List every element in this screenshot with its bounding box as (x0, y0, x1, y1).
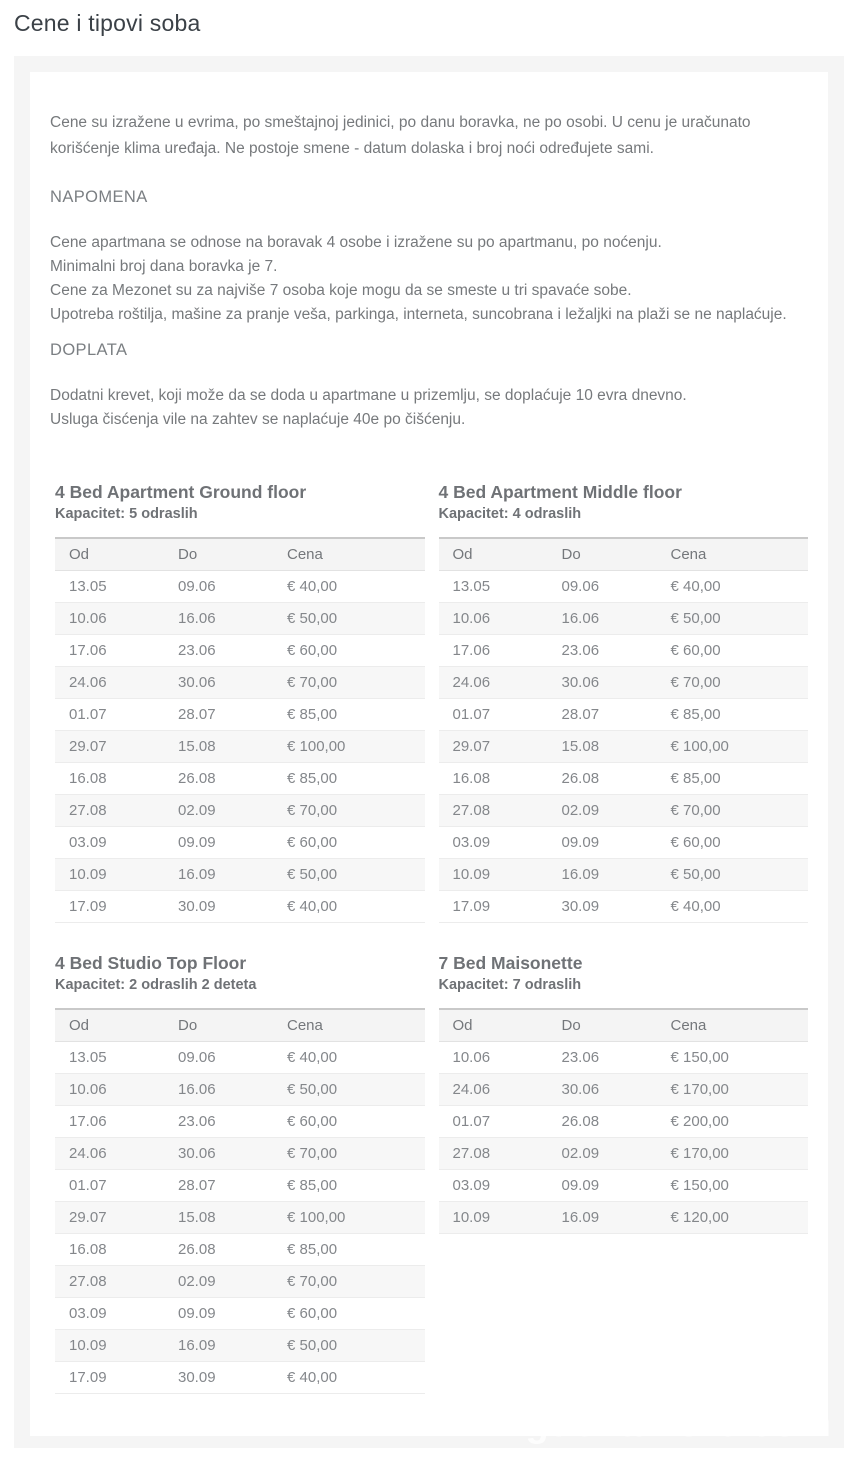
table-cell: € 60,00 (657, 827, 809, 859)
table-cell: 01.07 (439, 699, 548, 731)
table-row (439, 827, 809, 859)
table-cell: 30.06 (164, 1138, 273, 1170)
table-header-row (55, 1009, 425, 1042)
table-cell: € 60,00 (273, 827, 425, 859)
table-cell: 16.09 (548, 859, 657, 891)
table-cell: 17.09 (439, 891, 548, 923)
table-cell: 30.09 (548, 891, 657, 923)
table-cell: 24.06 (55, 667, 164, 699)
table-cell: 10.09 (439, 859, 548, 891)
table-cell: 01.07 (55, 1170, 164, 1202)
table-cell: € 100,00 (273, 1202, 425, 1234)
table-cell: € 40,00 (273, 1042, 425, 1074)
napomena-line: Upotreba roštilja, mašine za pranje veša, parkinga, interneta, suncobrana i ležaljki na plaži se ne naplaćuje. (50, 306, 787, 323)
table-cell: 30.06 (548, 1074, 657, 1106)
table-cell: 30.09 (164, 891, 273, 923)
table-cell: 16.08 (55, 1234, 164, 1266)
table-row (439, 571, 809, 603)
table-cell: € 120,00 (657, 1202, 809, 1234)
column-header-od: Od (69, 546, 90, 563)
price-table (55, 537, 425, 923)
room-section-maisonette (439, 953, 809, 1234)
table-cell: 30.06 (548, 667, 657, 699)
room-capacity: Kapacitet: 2 odraslih 2 deteta (55, 977, 257, 993)
column-header-do: Do (178, 1017, 198, 1034)
table-cell: € 100,00 (657, 731, 809, 763)
table-cell: 15.08 (164, 1202, 273, 1234)
table-cell: 02.09 (164, 1266, 273, 1298)
table-cell: 03.09 (439, 827, 548, 859)
table-cell: € 60,00 (273, 1298, 425, 1330)
table-row (439, 859, 809, 891)
table-cell: 17.09 (55, 891, 164, 923)
table-cell: € 70,00 (273, 1266, 425, 1298)
table-row (439, 1042, 809, 1074)
room-title: 4 Bed Studio Top Floor (55, 953, 247, 973)
table-row (55, 603, 425, 635)
room-section-studio-top-floor (55, 953, 425, 1394)
table-cell: 10.09 (55, 859, 164, 891)
column-header-do: Do (561, 1017, 581, 1034)
table-row (439, 731, 809, 763)
table-cell: € 60,00 (657, 635, 809, 667)
table-row (439, 1202, 809, 1234)
page-title: Cene i tipovi soba (14, 10, 201, 36)
table-row (55, 1266, 425, 1298)
table-cell: € 50,00 (273, 1074, 425, 1106)
table-cell: 17.09 (55, 1362, 164, 1394)
table-cell: 13.05 (55, 571, 164, 603)
table-cell: 28.07 (548, 699, 657, 731)
table-header-row (55, 538, 425, 571)
table-cell: 24.06 (55, 1138, 164, 1170)
table-cell: € 170,00 (657, 1138, 809, 1170)
table-row (55, 1138, 425, 1170)
table-cell: 24.06 (439, 1074, 548, 1106)
table-cell: 29.07 (439, 731, 548, 763)
table-cell: € 85,00 (273, 1170, 425, 1202)
room-title: 4 Bed Apartment Middle floor (438, 482, 682, 502)
table-cell: 10.06 (55, 603, 164, 635)
table-cell: 23.06 (164, 1106, 273, 1138)
doplata-lines (50, 384, 808, 432)
table-cell: 26.08 (164, 763, 273, 795)
table-cell: 16.06 (164, 603, 273, 635)
table-cell: 27.08 (55, 1266, 164, 1298)
table-cell: € 85,00 (657, 763, 809, 795)
napomena-line: Minimalni broj dana boravka je 7. (50, 258, 278, 275)
table-cell: € 40,00 (657, 571, 809, 603)
table-row (439, 603, 809, 635)
table-row (55, 1298, 425, 1330)
table-cell: 17.06 (55, 635, 164, 667)
table-cell: 10.06 (439, 603, 548, 635)
table-cell: 13.05 (439, 571, 548, 603)
table-cell: 10.09 (55, 1330, 164, 1362)
table-cell: € 40,00 (273, 1362, 425, 1394)
table-cell: € 40,00 (657, 891, 809, 923)
room-capacity: Kapacitet: 5 odraslih (55, 506, 198, 522)
table-cell: 10.09 (439, 1202, 548, 1234)
table-row (55, 699, 425, 731)
table-cell: 28.07 (164, 699, 273, 731)
table-cell: € 50,00 (273, 859, 425, 891)
table-cell: € 70,00 (273, 667, 425, 699)
column-header-cena: Cena (670, 546, 707, 563)
room-section-middle-floor (439, 482, 809, 923)
table-cell: 16.09 (164, 859, 273, 891)
table-cell: 15.08 (164, 731, 273, 763)
column-header-cena: Cena (287, 546, 323, 563)
table-cell: 09.09 (164, 1298, 273, 1330)
table-cell: 16.06 (548, 603, 657, 635)
table-cell: € 70,00 (657, 795, 809, 827)
column-header-od: Od (452, 1017, 473, 1034)
table-row (439, 1170, 809, 1202)
table-cell: 15.08 (548, 731, 657, 763)
table-row (55, 1330, 425, 1362)
table-cell: 09.09 (548, 827, 657, 859)
table-header-row (439, 1009, 809, 1042)
table-cell: 16.09 (164, 1330, 273, 1362)
content-card (30, 72, 828, 1436)
table-cell: 17.06 (55, 1106, 164, 1138)
intro-paragraph: Cene su izražene u evrima, po smeštajnoj jedinici, po danu boravka, ne po osobi. U cenu je uračunato korišćenje klima uređaja. Ne postoje smene - datum dolaska i broj noći određujete sami. (50, 114, 751, 157)
table-row (439, 795, 809, 827)
table-cell: 23.06 (164, 635, 273, 667)
table-row (55, 1202, 425, 1234)
table-cell: 29.07 (55, 731, 164, 763)
table-cell: 02.09 (164, 795, 273, 827)
table-cell: € 50,00 (657, 603, 809, 635)
table-cell: € 60,00 (273, 1106, 425, 1138)
table-cell: 09.06 (164, 571, 273, 603)
table-cell: € 40,00 (273, 571, 425, 603)
table-cell: € 85,00 (273, 699, 425, 731)
table-cell: 03.09 (55, 827, 164, 859)
table-cell: 26.08 (548, 1106, 657, 1138)
doplata-line: Dodatni krevet, koji može da se doda u apartmane u prizemlju, se doplaćuje 10 evra dnevno. (50, 387, 687, 404)
column-header-do: Do (561, 546, 581, 563)
table-cell: € 150,00 (657, 1042, 809, 1074)
table-cell: 26.08 (548, 763, 657, 795)
table-row (439, 635, 809, 667)
table-row (55, 1106, 425, 1138)
table-row (55, 891, 425, 923)
table-cell: 29.07 (55, 1202, 164, 1234)
table-row (439, 1138, 809, 1170)
table-row (439, 699, 809, 731)
table-row (439, 763, 809, 795)
table-cell: 01.07 (55, 699, 164, 731)
table-cell: 09.06 (164, 1042, 273, 1074)
table-cell: 09.09 (164, 827, 273, 859)
napomena-line: Cene apartmana se odnose na boravak 4 osobe i izražene su po apartmanu, po noćenju. (50, 234, 662, 251)
table-cell: € 60,00 (273, 635, 425, 667)
table-cell: 16.06 (164, 1074, 273, 1106)
table-cell: € 50,00 (657, 859, 809, 891)
table-row (55, 1362, 425, 1394)
table-cell: 16.08 (55, 763, 164, 795)
table-row (55, 1170, 425, 1202)
table-cell: 30.06 (164, 667, 273, 699)
room-capacity: Kapacitet: 4 odraslih (438, 506, 582, 522)
table-cell: € 50,00 (273, 1330, 425, 1362)
table-cell: € 150,00 (657, 1170, 809, 1202)
table-row (55, 571, 425, 603)
table-cell: € 85,00 (273, 763, 425, 795)
table-row (55, 731, 425, 763)
table-cell: € 50,00 (273, 603, 425, 635)
table-cell: 10.06 (439, 1042, 548, 1074)
table-cell: 16.08 (439, 763, 548, 795)
table-cell: € 40,00 (273, 891, 425, 923)
table-cell: 02.09 (548, 1138, 657, 1170)
table-cell: 23.06 (548, 1042, 657, 1074)
table-cell: 01.07 (439, 1106, 548, 1138)
table-cell: € 85,00 (273, 1234, 425, 1266)
room-title: 4 Bed Apartment Ground floor (55, 482, 307, 502)
table-cell: 27.08 (439, 1138, 548, 1170)
table-row (55, 827, 425, 859)
table-cell: 16.09 (548, 1202, 657, 1234)
table-cell: € 200,00 (657, 1106, 809, 1138)
table-row (439, 667, 809, 699)
column-header-do: Do (178, 546, 198, 563)
table-cell: 03.09 (439, 1170, 548, 1202)
table-cell: 30.09 (164, 1362, 273, 1394)
watermark: www.gdenamore.com (423, 1403, 832, 1445)
content-wrapper (14, 56, 844, 1448)
table-cell: € 170,00 (657, 1074, 809, 1106)
table-cell: 24.06 (439, 667, 548, 699)
table-row (55, 859, 425, 891)
table-cell: 03.09 (55, 1298, 164, 1330)
room-section-ground-floor (55, 482, 425, 923)
room-title: 7 Bed Maisonette (438, 953, 583, 973)
table-cell: 10.06 (55, 1074, 164, 1106)
doplata-line: Usluga čisćenja vile na zahtev se naplaćuje 40e po čišćenju. (50, 411, 466, 428)
column-header-od: Od (69, 1017, 90, 1034)
napomena-line: Cene za Mezonet su za najviše 7 osoba koje mogu da se smeste u tri spavaće sobe. (50, 282, 632, 299)
room-tables-grid (50, 482, 808, 1394)
price-table (55, 1008, 425, 1394)
table-row (55, 795, 425, 827)
table-cell: 23.06 (548, 635, 657, 667)
table-cell: 26.08 (164, 1234, 273, 1266)
table-cell: € 70,00 (273, 795, 425, 827)
column-header-cena: Cena (287, 1017, 323, 1034)
table-row (55, 1234, 425, 1266)
room-capacity: Kapacitet: 7 odraslih (438, 977, 582, 993)
table-row (55, 1042, 425, 1074)
table-cell: 27.08 (439, 795, 548, 827)
table-cell: 17.06 (439, 635, 548, 667)
table-row (55, 667, 425, 699)
table-cell: 09.06 (548, 571, 657, 603)
table-cell: € 70,00 (273, 1138, 425, 1170)
table-cell: 13.05 (55, 1042, 164, 1074)
table-row (55, 1074, 425, 1106)
price-table (439, 1008, 809, 1234)
table-row (55, 635, 425, 667)
table-cell: € 100,00 (273, 731, 425, 763)
table-row (439, 1106, 809, 1138)
table-row (439, 1074, 809, 1106)
table-header-row (439, 538, 809, 571)
table-cell: € 85,00 (657, 699, 809, 731)
napomena-heading: NAPOMENA (50, 188, 148, 206)
table-row (439, 891, 809, 923)
column-header-od: Od (452, 546, 473, 563)
column-header-cena: Cena (670, 1017, 707, 1034)
table-cell: 02.09 (548, 795, 657, 827)
price-table (439, 537, 809, 923)
table-cell: 09.09 (548, 1170, 657, 1202)
doplata-heading: DOPLATA (50, 341, 128, 359)
table-cell: 27.08 (55, 795, 164, 827)
napomena-lines (50, 231, 808, 327)
table-cell: 28.07 (164, 1170, 273, 1202)
table-cell: € 70,00 (657, 667, 809, 699)
table-row (55, 763, 425, 795)
